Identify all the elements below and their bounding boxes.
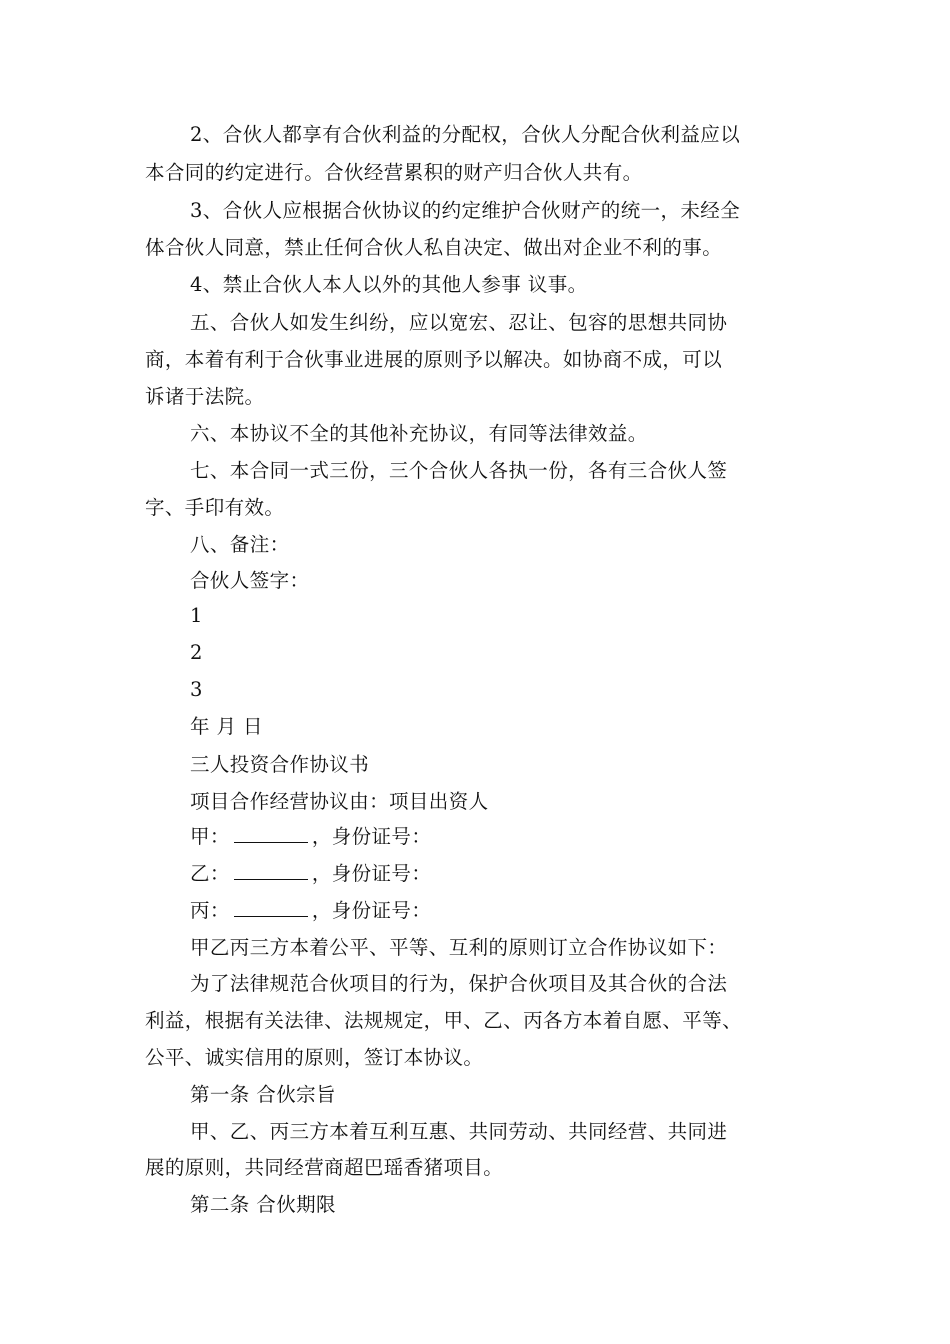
paragraph-line: 3、合伙人应根据合伙协议的约定维护合伙财产的统一，未经全 <box>190 199 741 222</box>
paragraph-line: 诉诸于法院。 <box>145 385 265 408</box>
paragraph-line: 公平、诚实信用的原则，签订本协议。 <box>145 1046 484 1069</box>
paragraph-line: 4、禁止合伙人本人以外的其他人参事 议事。 <box>190 273 588 296</box>
paragraph-line: 本合同的约定进行。合伙经营累积的财产归合伙人共有。 <box>145 161 643 184</box>
signature-line-3: 3 <box>190 678 203 701</box>
signature-line-2: 2 <box>190 641 203 664</box>
paragraph-line: 甲乙丙三方本着公平、平等、互利的原则订立合作协议如下： <box>190 936 728 959</box>
paragraph-line: 商，本着有利于合伙事业进展的原则予以解决。如协商不成，可以 <box>145 348 723 371</box>
paragraph-line: 六、本协议不全的其他补充协议，有同等法律效益。 <box>190 422 648 445</box>
paragraph-line: 七、本合同一式三份，三个合伙人各执一份，各有三合伙人签 <box>190 459 728 482</box>
party-label: 甲： <box>190 825 230 848</box>
party-label: 乙： <box>190 862 230 885</box>
article-heading: 第一条 合伙宗旨 <box>190 1083 336 1106</box>
article-heading: 第二条 合伙期限 <box>190 1193 336 1216</box>
fill-in-blank <box>234 898 308 917</box>
party-id-label: ，身份证号： <box>311 862 432 885</box>
party-line-bing <box>190 898 431 923</box>
date-line: 年 月 日 <box>190 715 263 738</box>
party-line-jia <box>190 824 431 849</box>
paragraph-line: 五、合伙人如发生纠纷，应以宽宏、忍让、包容的思想共同协 <box>190 311 728 334</box>
paragraph-line: 2、合伙人都享有合伙利益的分配权，合伙人分配合伙利益应以 <box>190 123 741 146</box>
party-label: 丙： <box>190 899 230 922</box>
signature-line-1: 1 <box>190 604 203 627</box>
paragraph-line: 体合伙人同意，禁止任何合伙人私自决定、做出对企业不利的事。 <box>145 236 723 259</box>
fill-in-blank <box>234 861 308 880</box>
party-id-label: ，身份证号： <box>311 899 432 922</box>
paragraph-line: 展的原则，共同经营商超巴瑶香猪项目。 <box>145 1156 504 1179</box>
party-id-label: ，身份证号： <box>311 825 432 848</box>
paragraph-line: 项目合作经营协议由：项目出资人 <box>190 790 489 813</box>
signature-heading: 合伙人签字： <box>190 569 310 592</box>
paragraph-line: 为了法律规范合伙项目的行为，保护合伙项目及其合伙的合法 <box>190 972 728 995</box>
paragraph-line: 甲、乙、丙三方本着互利互惠、共同劳动、共同经营、共同进 <box>190 1120 728 1143</box>
fill-in-blank <box>234 824 308 843</box>
paragraph-line: 字、手印有效。 <box>145 496 285 519</box>
paragraph-line: 利益，根据有关法律、法规规定，甲、乙、丙各方本着自愿、平等、 <box>145 1009 743 1032</box>
document-title: 三人投资合作协议书 <box>190 753 370 776</box>
party-line-yi <box>190 861 431 886</box>
notes-heading: 八、备注： <box>190 533 290 556</box>
